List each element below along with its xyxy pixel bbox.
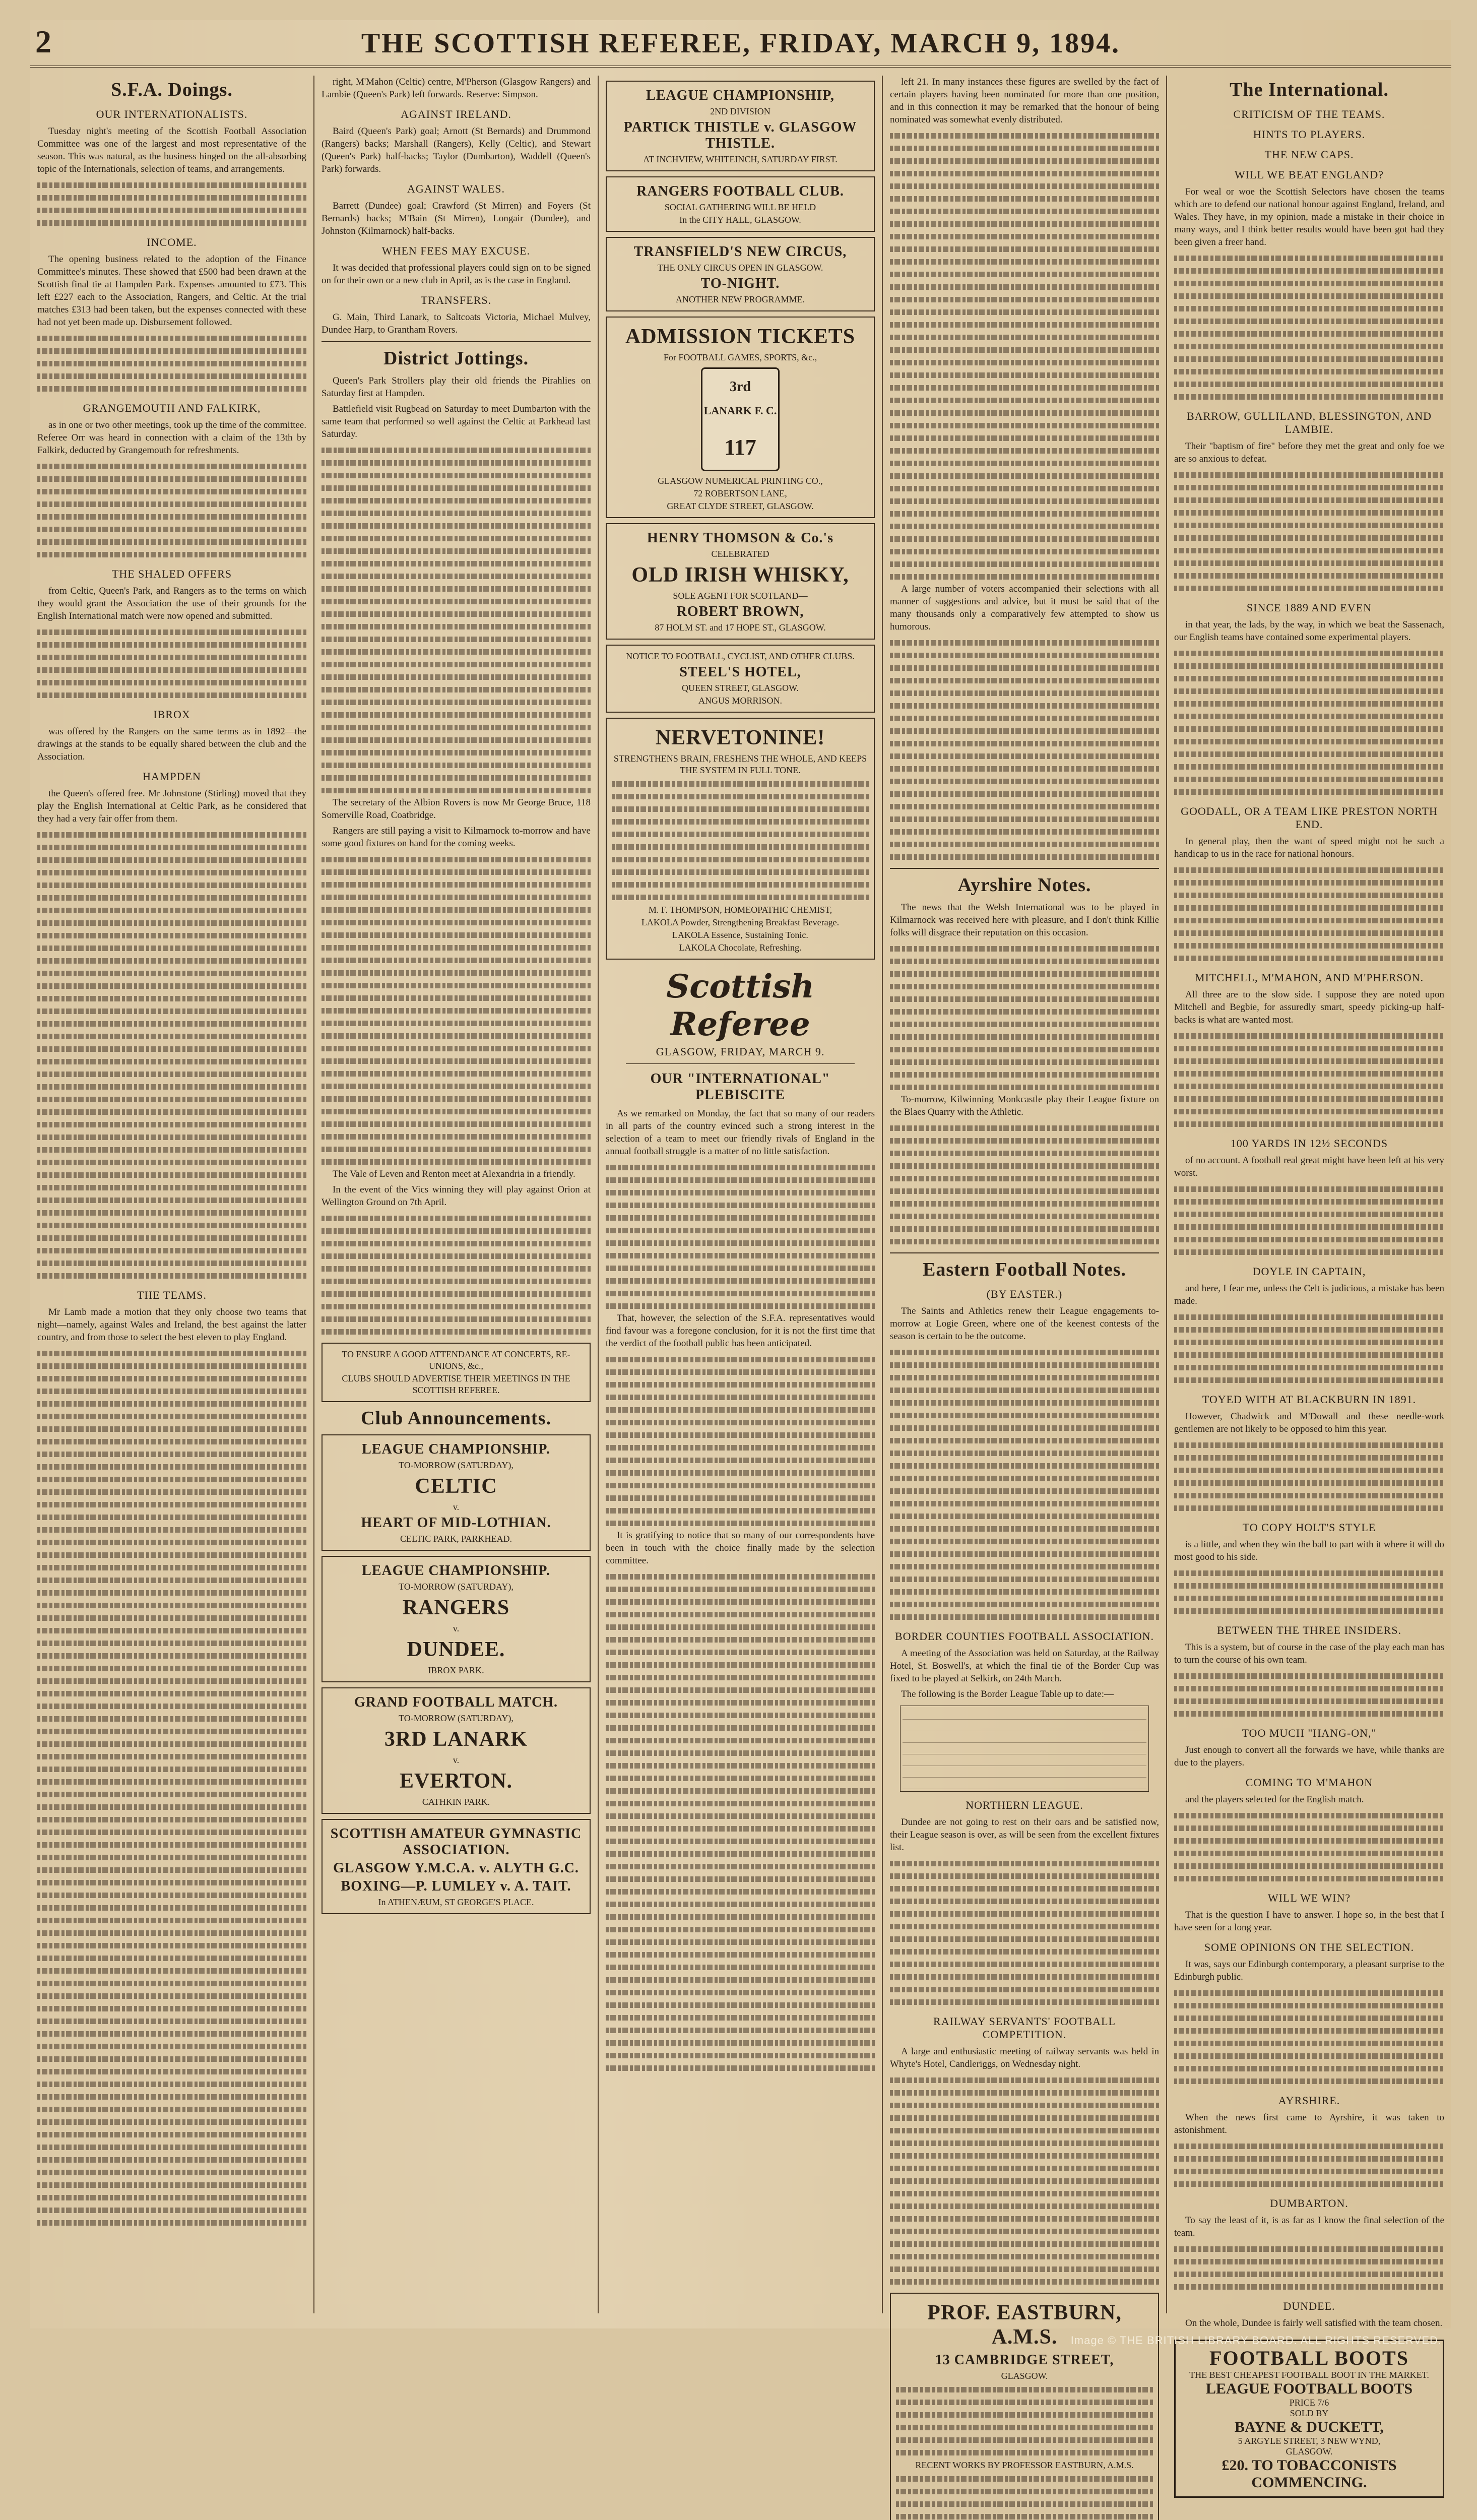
- advertisement-circus: [606, 237, 875, 311]
- body-text-lines: [322, 444, 591, 796]
- subheading: SOME OPINIONS ON THE SELECTION.: [1204, 1941, 1415, 1954]
- body-text-lines: [890, 942, 1159, 1093]
- advertisement-concerts: [322, 1343, 591, 1402]
- paragraph: The news that the Welsh International was to be played in Kilmarnock was received here with pleasure, and I don't think Killie folks will disgrace their reputation on this occasion.: [890, 902, 1159, 938]
- subheading: SINCE 1889 AND EVEN: [1246, 601, 1372, 614]
- paragraph: However, Chadwick and M'Dowall and these needle-work gentlemen are not likely to be opposed to him this year.: [1174, 1411, 1444, 1434]
- article-heading-district-jottings: District Jottings.: [383, 348, 529, 369]
- paragraph: Battlefield visit Rugbead on Saturday to meet Dumbarton with the same team that performed so well against the Celtic at Parkhead last Saturday.: [322, 404, 591, 439]
- ad-line: CLUBS SHOULD ADVERTISE THEIR MEETINGS IN THE SCOTTISH REFEREE.: [342, 1373, 570, 1395]
- column-1: [30, 76, 314, 2313]
- subheading: WILL WE WIN?: [1267, 1892, 1351, 1904]
- paragraph: When the news first came to Ayrshire, it was taken to astonishment.: [1174, 2112, 1444, 2135]
- advertisement-admission-tickets: [606, 317, 875, 518]
- body-text-lines: [1174, 647, 1444, 798]
- ad-line: LAKOLA Essence, Sustaining Tonic.: [672, 930, 808, 940]
- masthead: [30, 20, 1451, 68]
- subheading: TOYED WITH AT BLACKBURN IN 1891.: [1202, 1393, 1417, 1406]
- paragraph: Queen's Park Strollers play their old friends the Pirahlies on Saturday first at Hampden.: [322, 375, 591, 399]
- ad-line: THE BEST CHEAPEST FOOTBALL BOOT IN THE MARKET.: [1189, 2370, 1429, 2380]
- body-text-lines: [890, 2073, 1159, 2288]
- paragraph: The Vale of Leven and Renton meet at Alexandria in a friendly.: [333, 1169, 575, 1179]
- ad-line: BAYNE & DUCKETT,: [1235, 2419, 1384, 2435]
- paragraph: In the event of the Vics winning they will play against Orion at Wellington Ground on 7th April.: [322, 1184, 591, 1208]
- column-4: [883, 76, 1167, 2470]
- body-text-lines: [896, 2383, 1153, 2459]
- ad-title: TRANSFIELD'S NEW CIRCUS,: [633, 244, 847, 260]
- team-name: 3RD LANARK: [384, 1728, 528, 1751]
- ad-line: OLD IRISH WHISKY,: [631, 563, 849, 587]
- ad-title: NOTICE TO FOOTBALL, CYCLIST, AND OTHER CLUBS.: [626, 651, 855, 661]
- paragraph: To-morrow, Kilwinning Monkcastle play their League fixture on the Blaes Quarry with the Athletic.: [890, 1094, 1159, 1117]
- paragraph: left 21. In many instances these figures are swelled by the fact of certain players having been nominated for more than one position, and in this connection it may be remarked that the honour of being nominated was somewhat evenly distributed.: [890, 77, 1159, 125]
- ticket-text: LANARK F. C.: [703, 404, 777, 417]
- body-text-lines: [890, 129, 1159, 583]
- subheading: HINTS TO PLAYERS.: [1253, 128, 1366, 141]
- ad-line: CELEBRATED: [711, 549, 769, 559]
- paragraph: To say the least of it, is as far as I know the final selection of the team.: [1174, 2215, 1444, 2238]
- paragraph: This is a system, but of course in the case of the play each man has to turn the course of his own team.: [1174, 1642, 1444, 1665]
- column-2: [314, 76, 599, 2313]
- body-text-lines: [1174, 1310, 1444, 1386]
- byline: (BY EASTER.): [986, 1288, 1063, 1300]
- dateline: GLASGOW, FRIDAY, MARCH 9.: [656, 1045, 825, 1058]
- versus: v.: [453, 1623, 460, 1633]
- paragraph: That is the question I have to answer. I hope so, in the best that I have seen for a long year.: [1174, 1910, 1444, 1933]
- body-text-lines: [1174, 1669, 1444, 1720]
- subheading: DOYLE IN CAPTAIN,: [1252, 1265, 1366, 1278]
- body-text-lines: [896, 2472, 1153, 2520]
- ad-line: LAKOLA Powder, Strengthening Breakfast Beverage.: [641, 917, 840, 927]
- paragraph: For weal or woe the Scottish Selectors have chosen the teams which are to defend our national honour against England, Ireland, and Wales. They have, in my opinion, made a mistake in their choice in many ways, and I think better results would have been got had they been given a freer hand.: [1174, 186, 1444, 247]
- body-text-lines: [322, 853, 591, 1168]
- paragraph: of no account. A football real great might have been left at his very worst.: [1174, 1155, 1444, 1178]
- body-text-lines: [890, 1121, 1159, 1247]
- team-name: RANGERS: [402, 1596, 510, 1619]
- ad-line: ANOTHER NEW PROGRAMME.: [675, 294, 805, 304]
- article-heading-eastern-notes: Eastern Football Notes.: [922, 1259, 1127, 1280]
- border-league-table: [900, 1706, 1149, 1792]
- body-text-lines: [1174, 2242, 1444, 2293]
- ad-line: For FOOTBALL GAMES, SPORTS, &c.,: [663, 352, 817, 362]
- paragraph: the Queen's offered free. Mr Johnstone (Stirling) moved that they play the English International at Celtic Park, as he considered that they had a very fair offer from them.: [37, 788, 306, 824]
- ad-line: £20. TO TOBACCONISTS COMMENCING.: [1222, 2457, 1397, 2491]
- team-name: EVERTON.: [400, 1770, 512, 1793]
- paragraph: Just enough to convert all the forwards we have, while thanks are due to the players.: [1174, 1745, 1444, 1768]
- divider: [626, 1063, 855, 1064]
- ad-title: SCOTTISH AMATEUR GYMNASTIC ASSOCIATION.: [330, 1826, 582, 1858]
- divider: [890, 1252, 1159, 1253]
- body-text-lines: [890, 1346, 1159, 1623]
- ad-line: STEEL'S HOTEL,: [679, 664, 801, 680]
- paragraph: It was, says our Edinburgh contemporary, a pleasant surprise to the Edinburgh public.: [1174, 1959, 1444, 1982]
- column-3: [599, 76, 883, 2313]
- paragraph: The secretary of the Albion Rovers is now Mr George Bruce, 118 Somerville Road, Coatbridge.: [322, 797, 591, 821]
- ad-line: TO-MORROW (SATURDAY),: [399, 1582, 513, 1592]
- subheading: AYRSHIRE.: [1278, 2094, 1340, 2107]
- ad-line: RECENT WORKS BY PROFESSOR EASTBURN, A.M.S.: [915, 2460, 1134, 2470]
- body-text-lines: [1174, 1438, 1444, 1514]
- body-text-lines: [37, 460, 306, 560]
- ad-line: 72 ROBERTSON LANE,: [693, 488, 787, 498]
- ad-line: TO-NIGHT.: [700, 276, 780, 291]
- announcement-gymnastic: [322, 1819, 591, 1914]
- ad-line: SOLE AGENT FOR SCOTLAND—: [673, 591, 808, 601]
- ad-line: LAKOLA Chocolate, Refreshing.: [679, 942, 802, 953]
- body-text-lines: [322, 1212, 591, 1338]
- body-text-lines: [606, 1570, 875, 2074]
- ad-line: GLASGOW NUMERICAL PRINTING CO.,: [658, 476, 823, 486]
- body-text-lines: [1174, 468, 1444, 594]
- page-number: 2: [35, 24, 51, 59]
- subheading-shaled-offers: THE SHALED OFFERS: [111, 568, 232, 580]
- paragraph: It was decided that professional players could sign on to be signed on for their own or a new club in April, as is the case in England.: [322, 263, 591, 286]
- paragraph: In general play, then the want of speed might not be such a handicap to us in the race for national honours.: [1174, 836, 1444, 859]
- subheading: BETWEEN THE THREE INSIDERS.: [1217, 1624, 1401, 1636]
- subheading: BARROW, GULLILAND, BLESSINGTON, AND LAMBIE.: [1186, 410, 1432, 435]
- paragraph: Baird (Queen's Park) goal; Arnott (St Bernards) and Drummond (Rangers) backs; Marshall (Rangers), Kelly (Celtic), and Stewart (Queen's Park) half-backs; Taylor (Dumbarton), Waddell (Queen's Park) forwards.: [322, 126, 591, 174]
- ad-title: LEAGUE CHAMPIONSHIP.: [362, 1563, 550, 1579]
- body-text-lines: [1174, 251, 1444, 403]
- advertisement-nervetonine: [606, 718, 875, 960]
- newspaper-title: THE SCOTTISH REFEREE, FRIDAY, MARCH 9, 1894.: [361, 28, 1121, 59]
- divider: [322, 341, 591, 342]
- ad-line: TO-MORROW (SATURDAY),: [399, 1713, 513, 1723]
- ad-line: M. F. THOMPSON, HOMEOPATHIC CHEMIST,: [648, 905, 832, 915]
- paragraph: Rangers are still paying a visit to Kilmarnock to-morrow and have some good fixtures on hand for the coming weeks.: [322, 826, 591, 849]
- ad-line: GLASGOW.: [1001, 2371, 1048, 2381]
- subheading: DUNDEE.: [1283, 2300, 1335, 2312]
- subheading-against-wales: AGAINST WALES.: [407, 182, 505, 195]
- subheading-against-ireland: AGAINST IRELAND.: [401, 108, 511, 120]
- divider: [890, 868, 1159, 869]
- subheading-ibrox: IBROX: [153, 708, 190, 721]
- subheading-income: INCOME.: [147, 236, 197, 248]
- paragraph: A large and enthusiastic meeting of railway servants was held in Whyte's Hotel, Candleriggs, on Wednesday night.: [890, 2046, 1159, 2069]
- body-text-lines: [37, 828, 306, 1282]
- announcement-third-lanark-everton: [322, 1687, 591, 1814]
- article-heading-plebiscite: OUR "INTERNATIONAL" PLEBISCITE: [650, 1071, 830, 1103]
- body-text-lines: [1174, 2139, 1444, 2190]
- subheading: THE NEW CAPS.: [1264, 148, 1354, 161]
- subheading: WILL WE BEAT ENGLAND?: [1234, 168, 1384, 181]
- ad-title: LEAGUE CHAMPIONSHIP,: [646, 88, 834, 103]
- ad-line: CATHKIN PARK.: [422, 1797, 490, 1807]
- ad-line: GLASGOW Y.M.C.A. v. ALYTH G.C.: [333, 1860, 579, 1876]
- subheading-fees: WHEN FEES MAY EXCUSE.: [381, 244, 531, 257]
- ad-line: 87 HOLM ST. and 17 HOPE ST., GLASGOW.: [655, 622, 826, 633]
- article-heading-club-announcements: Club Announcements.: [361, 1408, 551, 1429]
- article-heading-sfa-doings: S.F.A. Doings.: [111, 79, 233, 100]
- team-name: HEART OF MID-LOTHIAN.: [361, 1515, 551, 1531]
- subheading: CRITICISM OF THE TEAMS.: [1233, 108, 1385, 120]
- announcement-rangers-dundee: [322, 1556, 591, 1682]
- league-table: [903, 1708, 1146, 1789]
- subheading-border-counties: BORDER COUNTIES FOOTBALL ASSOCIATION.: [894, 1630, 1154, 1643]
- advertisement-football-boots: [1174, 2340, 1444, 2498]
- paragraph: G. Main, Third Lanark, to Saltcoats Victoria, Michael Mulvey, Dundee Harp, to Grantham Rovers.: [322, 312, 591, 335]
- paragraph: A meeting of the Association was held on Saturday, at the Railway Hotel, St. Boswell's, at which the final tie of the Border Cup was fixed to be played at Selkirk, on 24th March.: [890, 1648, 1159, 1684]
- ad-line: GREAT CLYDE STREET, GLASGOW.: [667, 501, 814, 511]
- ad-line: 13 CAMBRIDGE STREET,: [935, 2352, 1114, 2368]
- paragraph: right, M'Mahon (Celtic) centre, M'Pherson (Glasgow Rangers) and Lambie (Queen's Park) left forwards. Reserve: Simpson.: [322, 77, 591, 100]
- paragraph: is a little, and when they win the ball to part with it where it will do most good to his side.: [1174, 1539, 1444, 1562]
- article-heading-ayrshire-notes: Ayrshire Notes.: [957, 874, 1091, 896]
- paragraph: It is gratifying to notice that so many of our correspondents have been in touch with the choice finally made by the selection committee.: [606, 1530, 875, 1566]
- paragraph: The opening business related to the adoption of the Finance Committee's minutes. These showed that £500 had been drawn at the Scottish final tie at Hampden Park. Expenses amounted to £73. This left £227 each to the Association, Rangers, and Celtic. At the trial matches £313 had been taken, but the expenses connected with these had not yet been made up. Disbursement followed.: [37, 254, 306, 328]
- ad-line: 2ND DIVISION: [710, 106, 770, 116]
- body-text-lines: [1174, 863, 1444, 964]
- subheading: DUMBARTON.: [1270, 2197, 1348, 2210]
- ad-line: AT INCHVIEW, WHITEINCH, SATURDAY FIRST.: [643, 154, 838, 164]
- ad-title: FOOTBALL BOOTS: [1209, 2347, 1409, 2369]
- ad-title: PROF. EASTBURN, A.M.S.: [927, 2301, 1122, 2349]
- subheading-hampden: HAMPDEN: [143, 770, 201, 783]
- subheading-northern-league: NORTHERN LEAGUE.: [966, 1799, 1083, 1811]
- ad-line: SOLD BY: [1290, 2408, 1329, 2418]
- body-text-lines: [1174, 1986, 1444, 2087]
- subheading-railway-servants: RAILWAY SERVANTS' FOOTBALL COMPETITION.: [933, 2015, 1116, 2041]
- subheading-internationalists: OUR INTERNATIONALISTS.: [96, 108, 248, 120]
- announcement-celtic-hearts: [322, 1434, 591, 1551]
- ad-line: PRICE 7/6: [1289, 2398, 1329, 2408]
- body-text-lines: [1174, 1029, 1444, 1130]
- advertisement-irish-whisky: [606, 523, 875, 640]
- paragraph: Tuesday night's meeting of the Scottish Football Association Committee was one of the largest and most representative of the season. This was natural, as the business hinged on the all-absorbing topic of the Internationals, selection of teams, and arrangements.: [37, 126, 306, 174]
- ad-line: IBROX PARK.: [428, 1665, 484, 1675]
- paragraph: Dundee are not going to rest on their oars and be satisfied now, their League season is over, as will be seen from the excellent fixtures list.: [890, 1817, 1159, 1853]
- paragraph: The following is the Border League Table up to date:—: [901, 1689, 1114, 1699]
- advertisement-rangers-social: [606, 176, 875, 232]
- subheading: TOO MUCH "HANG-ON,": [1242, 1727, 1377, 1739]
- body-text-lines: [37, 178, 306, 229]
- body-text-lines: [612, 777, 869, 903]
- paragraph: Their "baptism of fire" before they met the great and only foe we are so anxious to defeat.: [1174, 441, 1444, 464]
- ad-title: ADMISSION TICKETS: [625, 325, 856, 348]
- ad-title: LEAGUE CHAMPIONSHIP.: [362, 1441, 550, 1457]
- paragraph: as in one or two other meetings, took up the time of the committee. Referee Orr was heard in connection with a claim of the 13th by Falkirk, deducted by Grangemouth for refreshments.: [37, 420, 306, 456]
- ad-line: CELTIC PARK, PARKHEAD.: [400, 1534, 512, 1544]
- team-name: DUNDEE.: [407, 1638, 505, 1661]
- ad-line: QUEEN STREET, GLASGOW.: [682, 683, 799, 693]
- subheading-transfers: TRANSFERS.: [420, 294, 492, 306]
- ad-line: STRENGTHENS BRAIN, FRESHENS THE WHOLE, AND KEEPS THE SYSTEM IN FULL TONE.: [613, 753, 867, 775]
- ad-line: TO-MORROW (SATURDAY),: [399, 1460, 513, 1470]
- body-text-lines: [890, 1857, 1159, 2008]
- paragraph: As we remarked on Monday, the fact that so many of our readers in all parts of the country evinced such a strong interest in the selection of a team to meet our friendly rivals of England in the annual football struggle is a matter of no little satisfaction.: [606, 1108, 875, 1157]
- paragraph: On the whole, Dundee is fairly well satisfied with the team chosen.: [1185, 2318, 1443, 2328]
- ad-title: NERVETONINE!: [655, 726, 825, 749]
- advertisement-partick-thistle: [606, 81, 875, 171]
- subheading: 100 YARDS IN 12½ SECONDS: [1230, 1137, 1388, 1150]
- ad-line: In the CITY HALL, GLASGOW.: [679, 215, 801, 225]
- ad-line: GLASGOW.: [1286, 2446, 1333, 2456]
- ad-line: In ATHENÆUM, ST GEORGE'S PLACE.: [378, 1897, 534, 1907]
- subheading-grangemouth: GRANGEMOUTH AND FALKIRK,: [83, 402, 261, 414]
- ad-line: BOXING—P. LUMLEY v. A. TAIT.: [341, 1878, 571, 1894]
- paragraph: A large number of voters accompanied their selections with all manner of suggestions and advice, but it must be said that of the many thousands only a comparatively few attempted to show us humorous.: [890, 584, 1159, 632]
- subheading: MITCHELL, M'MAHON, AND M'PHERSON.: [1194, 971, 1424, 984]
- paragraph: Mr Lamb made a motion that they only choose two teams that night—namely, against Wales and Ireland, the best against the latter country, and from those to select the best eleven to play England.: [37, 1307, 306, 1343]
- ad-title: HENRY THOMSON & Co.'s: [647, 530, 834, 546]
- ad-line: ROBERT BROWN,: [676, 604, 804, 619]
- paragraph: The Saints and Athletics renew their League engagements to-morrow at Logie Green, where one of the keenest contests of the season is certain to be the outcome.: [890, 1306, 1159, 1342]
- body-text-lines: [37, 1347, 306, 2229]
- ad-line: PARTICK THISTLE v. GLASGOW THISTLE.: [623, 119, 857, 151]
- paragraph: from Celtic, Queen's Park, and Rangers as to the terms on which they would grant the Association the use of their grounds for the English International match were now opened and submitted.: [37, 586, 306, 621]
- ad-line: SOCIAL GATHERING WILL BE HELD: [664, 202, 816, 212]
- scottish-referee-logo: Scottish Referee: [666, 968, 814, 1043]
- ad-line: 5 ARGYLE STREET, 3 NEW WYND,: [1238, 2436, 1381, 2446]
- team-name: CELTIC: [415, 1475, 497, 1498]
- subheading: GOODALL, OR A TEAM LIKE PRESTON NORTH END.: [1181, 805, 1438, 831]
- ad-line: LEAGUE FOOTBALL BOOTS: [1205, 2380, 1413, 2397]
- body-text-lines: [1174, 1566, 1444, 1617]
- paragraph: and here, I fear me, unless the Celt is judicious, a mistake has been made.: [1174, 1283, 1444, 1306]
- paragraph: and the players selected for the English match.: [1185, 1794, 1364, 1805]
- article-heading-the-international: The International.: [1230, 79, 1389, 100]
- body-text-lines: [37, 332, 306, 395]
- ad-line: ANGUS MORRISON.: [698, 696, 783, 706]
- paragraph: Barrett (Dundee) goal; Crawford (St Mirren) and Foyers (St Bernards) backs; M'Bain (St Mirren), Longair (Dundee), and Johnston (Kilmarnock) half-backs.: [322, 201, 591, 236]
- ad-title: RANGERS FOOTBALL CLUB.: [636, 183, 844, 199]
- subheading: COMING TO M'MAHON: [1245, 1776, 1373, 1789]
- advertisement-prof-eastburn: [890, 2293, 1159, 2520]
- ad-line: TO ENSURE A GOOD ATTENDANCE AT CONCERTS, RE-UNIONS, &c.,: [342, 1349, 570, 1371]
- paragraph: was offered by the Rangers on the same terms as in 1892—the drawings at the stands to be equally shared between the club and the Association.: [37, 726, 306, 762]
- body-text-lines: [606, 1161, 875, 1312]
- copyright-watermark: Image © THE BRITISH LIBRARY BOARD. ALL RIGHTS RESERVED.: [1070, 2334, 1442, 2347]
- versus: v.: [453, 1502, 460, 1512]
- body-text-lines: [1174, 1809, 1444, 1884]
- ticket-illustration: [701, 367, 780, 471]
- body-text-lines: [1174, 1182, 1444, 1258]
- ticket-number: 117: [724, 435, 756, 460]
- advertisement-steels-hotel: [606, 645, 875, 713]
- paragraph: All three are to the slow side. I suppose they are noted upon Mitchell and Begbie, for assuredly smart, speedy picking-up half-backs is what are wanted most.: [1174, 989, 1444, 1025]
- subheading: TO COPY HOLT'S STYLE: [1242, 1521, 1376, 1534]
- body-text-lines: [890, 636, 1159, 863]
- paragraph: in that year, the lads, by the way, in which we beat the Sassenach, our English teams have contained some experimental players.: [1174, 619, 1444, 643]
- subheading-the-teams: THE TEAMS.: [137, 1289, 207, 1301]
- body-text-lines: [606, 1353, 875, 1529]
- versus: v.: [453, 1755, 460, 1765]
- ad-title: GRAND FOOTBALL MATCH.: [354, 1694, 558, 1710]
- ad-line: THE ONLY CIRCUS OPEN IN GLASGOW.: [657, 263, 823, 273]
- ticket-text: 3rd: [730, 379, 751, 395]
- paragraph: That, however, the selection of the S.F.A. representatives would find favour was a foregone conclusion, for it is not the first time that the verdict of the football public has been anticipated.: [606, 1313, 875, 1349]
- body-text-lines: [37, 625, 306, 701]
